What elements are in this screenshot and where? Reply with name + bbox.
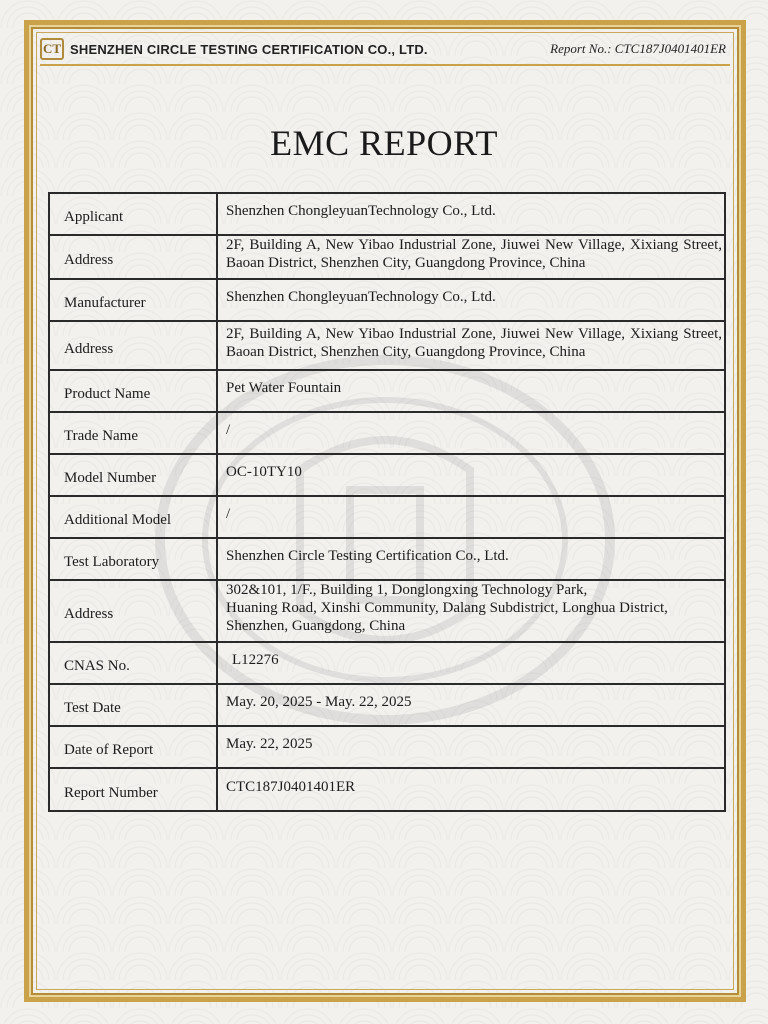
field-label: Address <box>49 235 217 279</box>
field-label: Test Date <box>49 684 217 726</box>
field-label: Address <box>49 321 217 370</box>
field-value: May. 22, 2025 <box>217 726 725 768</box>
table-row <box>49 726 725 768</box>
field-label: Applicant <box>49 193 217 235</box>
company-logo-icon: CT <box>40 38 64 60</box>
field-value: Shenzhen Circle Testing Certification Co., Ltd. <box>217 538 725 580</box>
header-report-number: Report No.: CTC187J0401401ER <box>550 41 726 56</box>
table-row <box>49 642 725 684</box>
field-value: L12276 <box>217 642 725 684</box>
field-label: Manufacturer <box>49 279 217 321</box>
table-row <box>49 370 725 412</box>
table-row <box>49 768 725 811</box>
report-info-table <box>48 192 726 812</box>
field-value: May. 20, 2025 - May. 22, 2025 <box>217 684 725 726</box>
field-value: / <box>217 496 725 538</box>
company-branding <box>40 38 428 60</box>
field-label: Product Name <box>49 370 217 412</box>
table-row <box>49 235 725 279</box>
table-row <box>49 193 725 235</box>
field-value <box>217 580 725 642</box>
field-value: Pet Water Fountain <box>217 370 725 412</box>
address-line: Shenzhen, Guangdong, China <box>226 618 406 634</box>
field-label: Trade Name <box>49 412 217 454</box>
table-row <box>49 538 725 580</box>
field-value: OC-10TY10 <box>217 454 725 496</box>
table-row <box>49 279 725 321</box>
field-value: 2F, Building A, New Yibao Industrial Zone, Jiuwei New Village, Xixiang Street, Baoan District, Shenzhen City, Guangdong Province, China <box>217 321 725 370</box>
table-row <box>49 684 725 726</box>
field-label: Test Laboratory <box>49 538 217 580</box>
field-label: Report Number <box>49 768 217 811</box>
field-label: Model Number <box>49 454 217 496</box>
field-value: 2F, Building A, New Yibao Industrial Zone, Jiuwei New Village, Xixiang Street, Baoan District, Shenzhen City, Guangdong Province, China <box>217 235 725 279</box>
company-name: SHENZHEN CIRCLE TESTING CERTIFICATION CO., LTD. <box>70 41 428 57</box>
field-label: Date of Report <box>49 726 217 768</box>
field-value: / <box>217 412 725 454</box>
address-line: Huaning Road, Xinshi Community, Dalang Subdistrict, Longhua District, <box>226 600 668 616</box>
field-value: Shenzhen ChongleyuanTechnology Co., Ltd. <box>217 279 725 321</box>
field-value: Shenzhen ChongleyuanTechnology Co., Ltd. <box>217 193 725 235</box>
field-value: CTC187J0401401ER <box>217 768 725 811</box>
table-row <box>49 321 725 370</box>
table-row <box>49 580 725 642</box>
table-row <box>49 412 725 454</box>
table-row <box>49 496 725 538</box>
page-title: EMC REPORT <box>270 123 498 163</box>
field-label: CNAS No. <box>49 642 217 684</box>
table-row <box>49 454 725 496</box>
address-line: 302&101, 1/F., Building 1, Donglongxing Technology Park, <box>226 582 588 598</box>
field-label: Address <box>49 580 217 642</box>
field-label: Additional Model <box>49 496 217 538</box>
page-header <box>40 36 730 66</box>
